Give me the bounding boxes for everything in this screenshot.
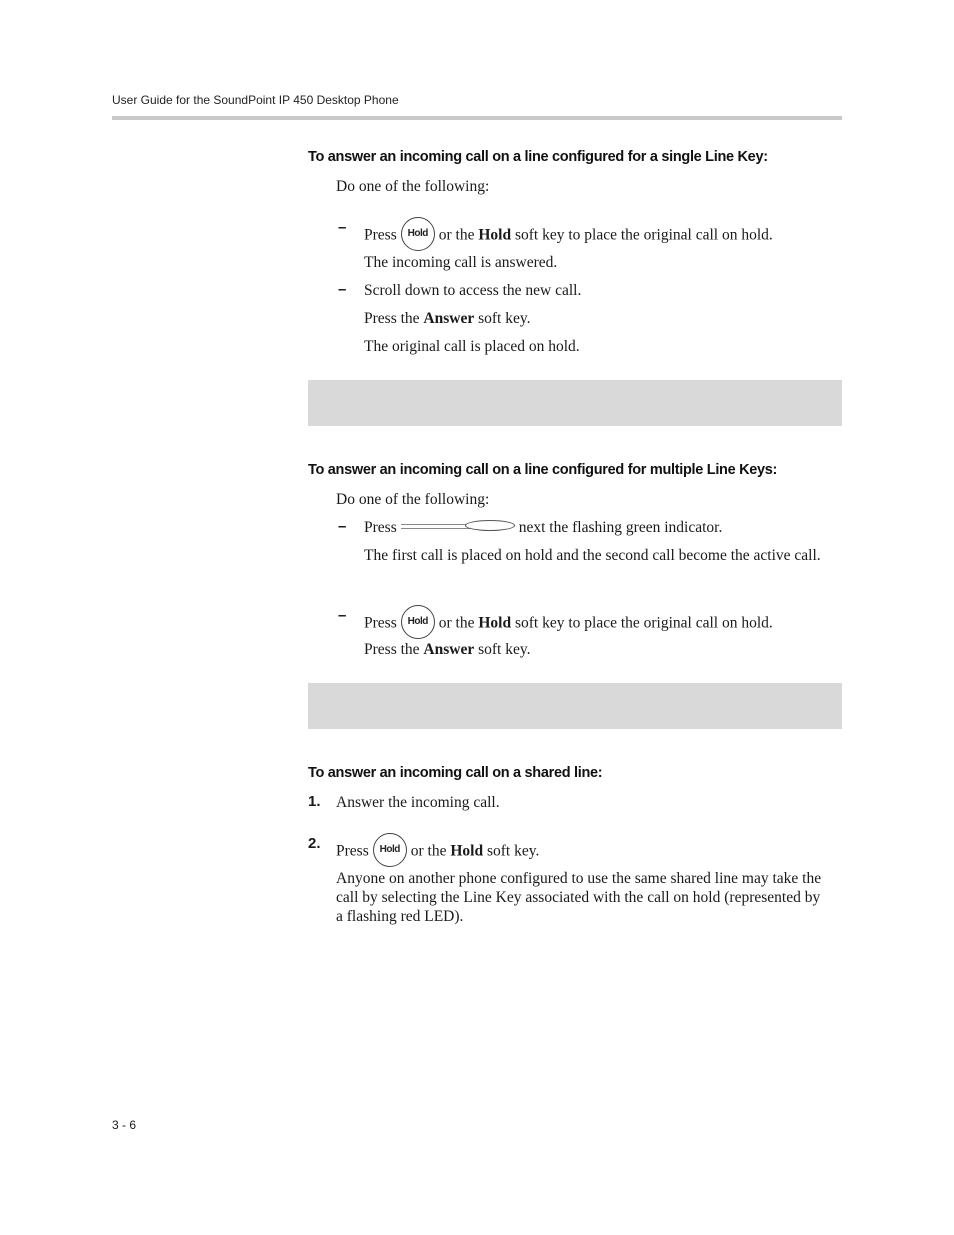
header-rule — [112, 116, 842, 120]
bullet-dash: – — [338, 219, 347, 236]
section-intro: Do one of the following: — [336, 491, 490, 508]
section-intro: Do one of the following: — [336, 178, 490, 195]
bullet-dash: – — [338, 281, 347, 298]
running-header: User Guide for the SoundPoint IP 450 Desktop Phone — [112, 93, 399, 107]
option-hold-instruction: Press Hold or the Hold soft key to place the original call on hold. — [364, 607, 773, 641]
option-result: The incoming call is answered. — [364, 254, 558, 271]
line-key-icon — [401, 520, 515, 532]
option-scroll-instruction: Scroll down to access the new call. — [364, 282, 582, 299]
hold-key-icon: Hold — [401, 605, 435, 639]
step-number: 2. — [308, 835, 321, 852]
page-number: 3 - 6 — [112, 1118, 137, 1132]
option-result: The first call is placed on hold and the second call become the active call. — [364, 547, 821, 564]
section-heading-single-line-key: To answer an incoming call on a line configured for a single Line Key: — [308, 149, 768, 165]
section-heading-shared-line: To answer an incoming call on a shared line: — [308, 765, 603, 781]
step-number: 1. — [308, 793, 321, 810]
option-result: The original call is placed on hold. — [364, 338, 580, 355]
option-line-key-instruction: Press next the flashing green indicator. — [364, 519, 723, 536]
hold-key-icon: Hold — [373, 833, 407, 867]
hold-key-icon: Hold — [401, 217, 435, 251]
note-box — [308, 380, 842, 426]
bullet-dash: – — [338, 518, 347, 535]
option-hold-instruction: Press Hold or the Hold soft key to place the original call on hold. — [364, 219, 773, 253]
bullet-dash: – — [338, 607, 347, 624]
section-heading-multiple-line-keys: To answer an incoming call on a line configured for multiple Line Keys: — [308, 462, 778, 478]
step-detail: Anyone on another phone configured to use the same shared line may take the call by selecting the Line Key associated with the call on hold (represented by a flashing red LED). — [336, 870, 822, 925]
note-box — [308, 683, 842, 729]
option-answer-instruction: Press the Answer soft key. — [364, 310, 531, 327]
step-text: Press Hold or the Hold soft key. — [336, 835, 539, 869]
step-text: Answer the incoming call. — [336, 794, 500, 811]
option-answer-instruction: Press the Answer soft key. — [364, 641, 531, 658]
